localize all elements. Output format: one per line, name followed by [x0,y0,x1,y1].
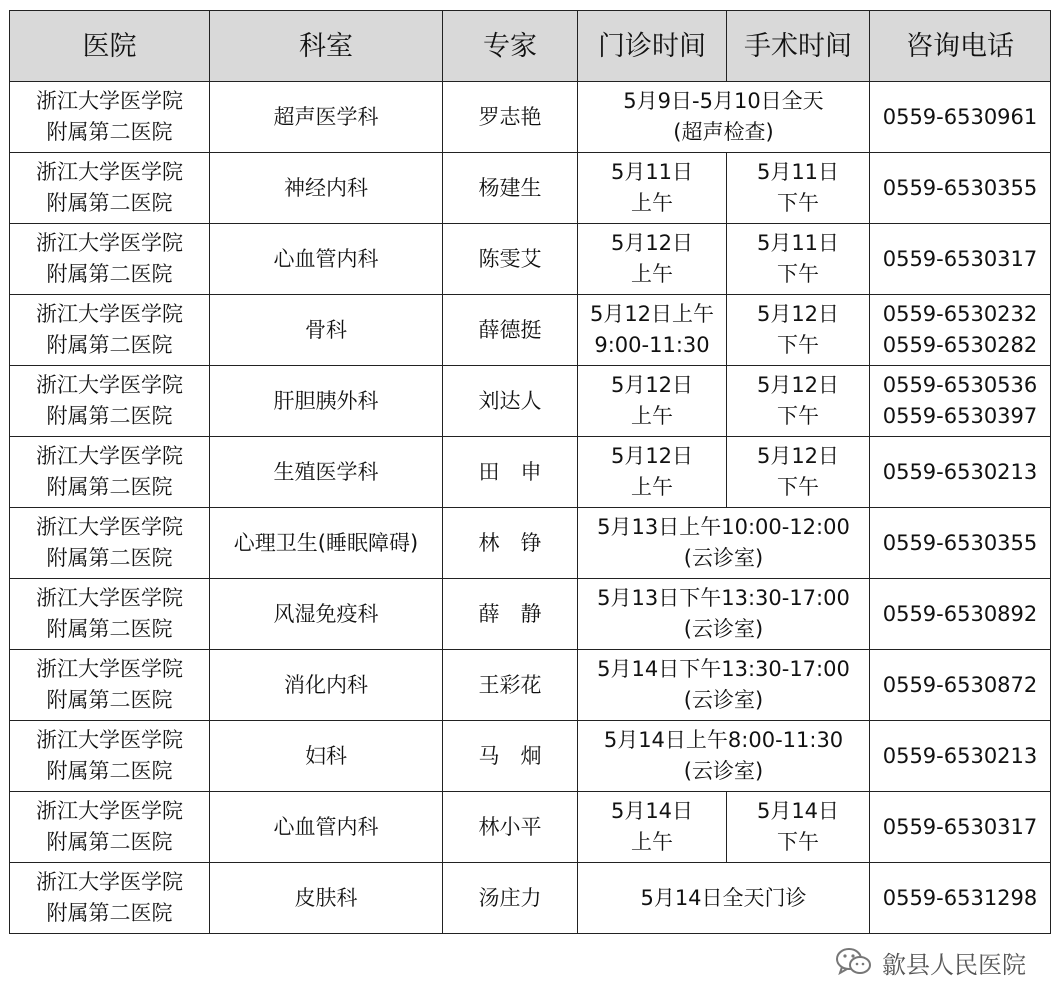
table-row [10,508,1051,579]
header-surgery-time: 手术时间 [727,11,870,82]
clinic-time-cell [578,792,727,863]
hospital-cell-line: 附属第二医院 [46,475,173,499]
clinic-time-cell [578,295,727,366]
phone-cell-line: 0559-6530317 [882,814,1038,839]
hospital-cell-line: 附属第二医院 [46,191,173,215]
hospital-cell [10,721,210,792]
phone-cell [870,508,1051,579]
table-row [10,82,1051,153]
schedule-cell [578,82,870,153]
surgery-time-cell-line: 下午 [777,191,819,215]
hospital-cell [10,82,210,153]
clinic-time-cell-line: 上午 [631,262,673,286]
schedule-cell [578,863,870,934]
department-cell: 风湿免疫科 [210,579,443,650]
hospital-cell [10,508,210,579]
phone-cell-line: 0559-6530232 [882,302,1038,326]
department-cell: 肝胆胰外科 [210,366,443,437]
table-row [10,437,1051,508]
surgery-time-cell [727,437,870,508]
clinic-time-cell-line: 9:00-11:30 [594,333,710,357]
department-cell: 生殖医学科 [210,437,443,508]
surgery-time-cell-line: 5月14日 [756,799,840,823]
header-department: 科室 [210,11,443,82]
clinic-time-cell-line: 5月12日 [610,444,694,468]
clinic-time-cell-line: 5月12日 [610,373,694,397]
schedule-cell-line: (云诊室) [683,546,764,570]
hospital-cell-line: 浙江大学医学院 [36,799,183,823]
hospital-cell [10,792,210,863]
schedule-cell [578,508,870,579]
hospital-cell [10,437,210,508]
hospital-cell-line: 浙江大学医学院 [36,586,183,610]
hospital-cell [10,863,210,934]
table-row [10,863,1051,934]
clinic-time-cell-line: 上午 [631,830,673,854]
schedule-cell-line: 5月14日上午8:00-11:30 [603,728,844,752]
phone-cell-line: 0559-6530355 [882,530,1038,555]
phone-cell-line: 0559-6530213 [882,459,1038,484]
surgery-time-cell-line: 下午 [777,333,819,357]
header-expert: 专家 [443,11,578,82]
hospital-cell [10,153,210,224]
surgery-time-cell-line: 下午 [777,475,819,499]
expert-cell: 田 申 [443,437,578,508]
schedule-cell-line: (云诊室) [683,759,764,783]
table-row [10,295,1051,366]
expert-cell: 刘达人 [443,366,578,437]
surgery-time-cell-line: 下午 [777,262,819,286]
hospital-cell-line: 附属第二医院 [46,404,173,428]
hospital-cell-line: 浙江大学医学院 [36,373,183,397]
expert-cell: 薛 静 [443,579,578,650]
header-clinic-time: 门诊时间 [578,11,727,82]
expert-cell: 林 铮 [443,508,578,579]
surgery-time-cell-line: 5月12日 [756,373,840,397]
hospital-cell-line: 浙江大学医学院 [36,870,183,894]
clinic-time-cell [578,366,727,437]
schedule-cell-line: (云诊室) [683,617,764,641]
surgery-time-cell-line: 下午 [777,830,819,854]
surgery-time-cell-line: 5月11日 [756,231,840,255]
department-cell: 骨科 [210,295,443,366]
surgery-time-cell [727,224,870,295]
expert-cell: 陈雯艾 [443,224,578,295]
phone-cell-line: 0559-6530317 [882,246,1038,271]
department-cell: 神经内科 [210,153,443,224]
clinic-time-cell-line: 5月14日 [610,799,694,823]
table-row [10,224,1051,295]
phone-cell-line: 0559-6530892 [882,601,1038,626]
phone-cell-line: 0559-6530355 [882,175,1038,200]
hospital-cell-line: 附属第二医院 [46,120,173,144]
phone-cell [870,650,1051,721]
hospital-cell-line: 浙江大学医学院 [36,444,183,468]
phone-cell [870,721,1051,792]
table-row [10,153,1051,224]
phone-cell [870,82,1051,153]
clinic-time-cell [578,224,727,295]
clinic-time-cell-line: 上午 [631,475,673,499]
surgery-time-cell [727,366,870,437]
phone-cell-line: 0559-6530397 [882,404,1038,428]
schedule-cell-line: (云诊室) [683,688,764,712]
hospital-cell-line: 浙江大学医学院 [36,302,183,326]
department-cell: 心理卫生(睡眠障碍) [210,508,443,579]
phone-cell-line: 0559-6530872 [882,672,1038,697]
schedule-cell-line: 5月13日下午13:30-17:00 [597,586,850,610]
header-phone: 咨询电话 [870,11,1051,82]
phone-cell [870,792,1051,863]
phone-cell-line: 0559-6531298 [882,885,1038,910]
phone-cell [870,863,1051,934]
hospital-cell-line: 浙江大学医学院 [36,515,183,539]
phone-cell [870,366,1051,437]
hospital-cell-line: 附属第二医院 [46,333,173,357]
hospital-cell-line: 附属第二医院 [46,688,173,712]
phone-cell-line: 0559-6530213 [882,743,1038,768]
header-hospital: 医院 [10,11,210,82]
clinic-time-cell [578,437,727,508]
expert-cell: 汤庄力 [443,863,578,934]
header-row [10,11,1051,82]
phone-cell [870,579,1051,650]
department-cell: 心血管内科 [210,792,443,863]
surgery-time-cell-line: 下午 [777,404,819,428]
hospital-cell-line: 附属第二医院 [46,262,173,286]
surgery-time-cell-line: 5月12日 [756,444,840,468]
surgery-time-cell [727,153,870,224]
table-row [10,366,1051,437]
watermark-text: 歙县人民医院 [882,950,1026,979]
clinic-time-cell-line: 上午 [631,191,673,215]
hospital-cell-line: 浙江大学医学院 [36,160,183,184]
expert-cell: 薛德挺 [443,295,578,366]
phone-cell [870,224,1051,295]
surgery-time-cell [727,295,870,366]
surgery-time-cell [727,792,870,863]
phone-cell [870,295,1051,366]
department-cell: 心血管内科 [210,224,443,295]
phone-cell-line: 0559-6530536 [882,373,1038,397]
table-row [10,579,1051,650]
surgery-time-cell-line: 5月11日 [756,160,840,184]
department-cell: 超声医学科 [210,82,443,153]
hospital-cell-line: 浙江大学医学院 [36,89,183,113]
hospital-cell-line: 浙江大学医学院 [36,728,183,752]
phone-cell [870,153,1051,224]
schedule-table [9,10,1051,934]
department-cell: 消化内科 [210,650,443,721]
expert-cell: 杨建生 [443,153,578,224]
clinic-time-cell [578,153,727,224]
schedule-cell-line: (超声检查) [673,120,774,144]
expert-cell: 罗志艳 [443,82,578,153]
hospital-cell-line: 附属第二医院 [46,759,173,783]
hospital-cell [10,650,210,721]
table-row [10,650,1051,721]
clinic-time-cell-line: 5月12日 [610,231,694,255]
hospital-cell [10,579,210,650]
hospital-cell-line: 附属第二医院 [46,901,173,925]
hospital-cell [10,366,210,437]
hospital-cell-line: 附属第二医院 [46,830,173,854]
hospital-cell-line: 附属第二医院 [46,617,173,641]
schedule-cell-line: 5月14日全天门诊 [640,885,807,910]
expert-cell: 林小平 [443,792,578,863]
watermark [834,944,1026,980]
table-row [10,721,1051,792]
phone-cell-line: 0559-6530282 [882,333,1038,357]
hospital-cell-line: 浙江大学医学院 [36,231,183,255]
clinic-time-cell-line: 5月11日 [610,160,694,184]
hospital-cell-line: 附属第二医院 [46,546,173,570]
department-cell: 皮肤科 [210,863,443,934]
phone-cell-line: 0559-6530961 [882,104,1038,129]
hospital-cell [10,295,210,366]
wechat-icon [834,945,874,979]
schedule-cell [578,579,870,650]
schedule-cell-line: 5月13日上午10:00-12:00 [597,515,850,539]
table-row [10,792,1051,863]
schedule-cell-line: 5月14日下午13:30-17:00 [597,657,850,681]
clinic-time-cell-line: 上午 [631,404,673,428]
expert-cell: 马 炯 [443,721,578,792]
hospital-cell-line: 浙江大学医学院 [36,657,183,681]
hospital-cell [10,224,210,295]
phone-cell [870,437,1051,508]
schedule-cell [578,650,870,721]
clinic-time-cell-line: 5月12日上午 [589,302,715,326]
schedule-cell-line: 5月9日-5月10日全天 [623,89,824,113]
expert-cell: 王彩花 [443,650,578,721]
schedule-cell [578,721,870,792]
department-cell: 妇科 [210,721,443,792]
surgery-time-cell-line: 5月12日 [756,302,840,326]
